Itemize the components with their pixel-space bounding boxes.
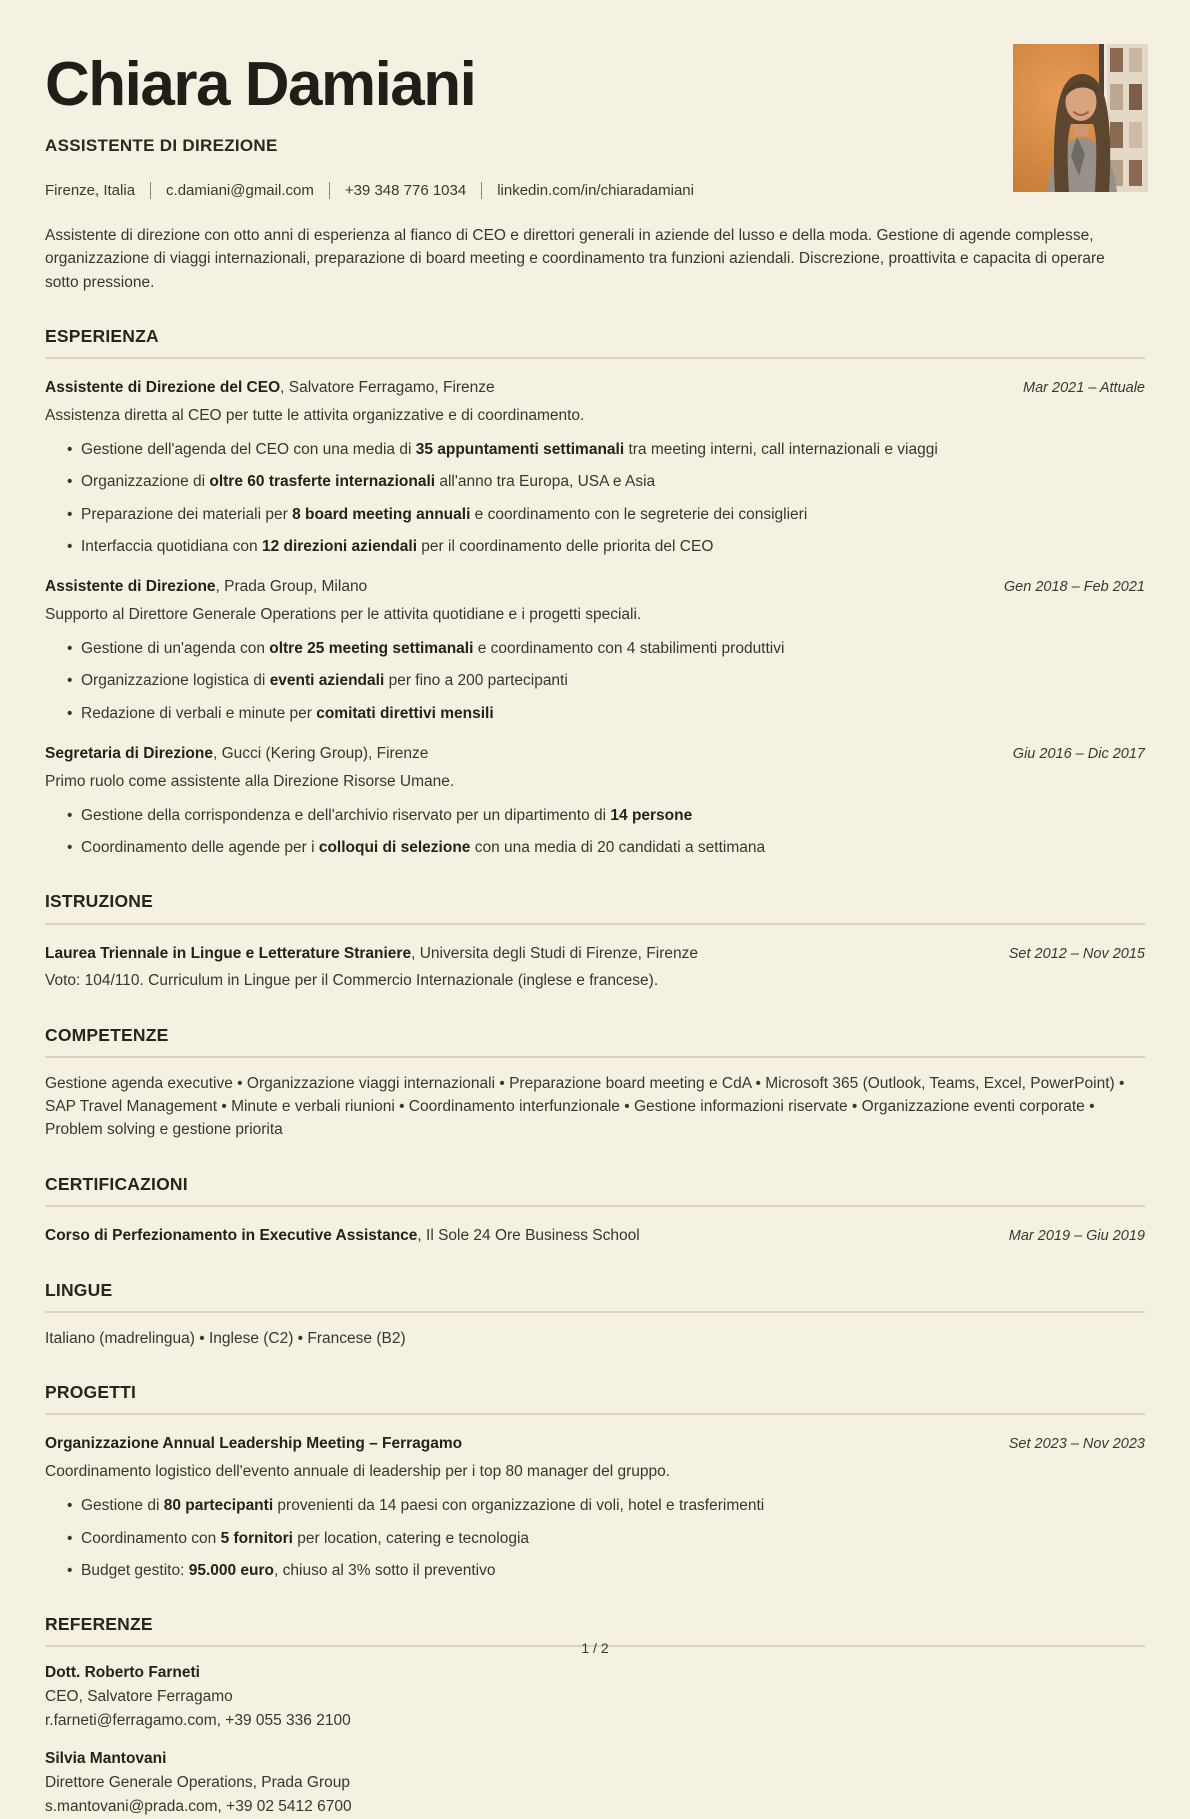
project-entry <box>45 1432 1145 1582</box>
job-title: Segretaria di Direzione <box>45 744 213 762</box>
job-dates: Giu 2016 – Dic 2017 <box>1012 745 1145 762</box>
job-dates: Gen 2018 – Feb 2021 <box>1003 579 1145 595</box>
job-dates: Mar 2021 – Attuale <box>1023 380 1145 396</box>
reference-name: Dott. Roberto Farneti <box>45 1664 200 1682</box>
certification-title: Corso di Perfezionamento in Executive Assistance <box>45 1226 418 1244</box>
section-esperienza <box>45 323 1145 860</box>
job-title: Assistente di Direzione del CEO <box>45 379 281 396</box>
degree-description: Voto: 104/110. Curriculum in Lingue per il Commercio Internazionale (inglese e francese). <box>45 972 659 990</box>
reference-contact: s.mantovani@prada.com, +39 02 5412 6700 <box>45 1798 352 1816</box>
job-bullet: • Redazione di verbali e minute per comitati direttivi mensili <box>67 702 1145 725</box>
section-istruzione <box>45 888 1145 992</box>
job-company: , Gucci (Kering Group), Firenze <box>212 744 429 762</box>
section-heading: ISTRUZIONE <box>45 891 153 912</box>
section-competenze <box>45 1022 1145 1142</box>
degree-title-line <box>45 942 698 965</box>
job-description: Supporto al Direttore Generale Operations per le attivita quotidiane e i progetti speciali. <box>45 605 642 623</box>
page-indicator: 1 / 2 <box>581 1640 609 1656</box>
section-heading: ESPERIENZA <box>45 325 159 346</box>
contact-linkedin: linkedin.com/in/chiaradamiani <box>497 181 694 199</box>
job-entry <box>45 575 1145 725</box>
project-title-line <box>45 1432 462 1455</box>
certification-dates: Mar 2019 – Giu 2019 <box>1008 1227 1145 1244</box>
job-title-line <box>45 575 367 598</box>
job-company: , Salvatore Ferragamo, Firenze <box>280 379 495 396</box>
section-divider <box>45 1413 1145 1415</box>
section-heading: REFERENZE <box>45 1614 153 1634</box>
contact-separator <box>329 182 330 199</box>
section-heading: LINGUE <box>45 1279 113 1300</box>
reference-role: CEO, Salvatore Ferragamo <box>45 1688 233 1706</box>
job-description: Assistenza diretta al CEO per tutte le attivita organizzative e di coordinamento. <box>45 406 585 424</box>
section-divider <box>45 1056 1145 1058</box>
section-heading: PROGETTI <box>45 1382 137 1402</box>
section-progetti <box>45 1379 1145 1582</box>
section-divider <box>45 357 1145 359</box>
job-bullet-list <box>45 804 1145 860</box>
job-bullet-list <box>45 637 1145 725</box>
job-title: Assistente di Direzione <box>45 578 216 595</box>
job-entry <box>45 376 1145 558</box>
project-bullet: • Coordinamento con 5 fornitori per location, catering e tecnologia <box>67 1527 1145 1550</box>
degree-title: Laurea Triennale in Lingue e Letterature Straniere <box>45 944 412 962</box>
section-certificazioni <box>45 1171 1145 1248</box>
job-bullet: • Organizzazione di oltre 60 trasferte internazionali all'anno tra Europa, USA e Asia <box>67 470 1145 493</box>
job-bullet: • Gestione dell'agenda del CEO con una media di 35 appuntamenti settimanali tra meeting interni, call internazionali e viaggi <box>67 438 1145 461</box>
skills-list: Gestione agenda executive • Organizzazione viaggi internazionali • Preparazione board meeting e CdA • Microsoft 365 (Outlook, Teams, Excel, PowerPoint) • SAP Travel Management • Minute e verbali riunioni • Coordinamento interfunzionale • Gestione informazioni riservate • Organizzazione eventi corporate • Problem solving e gestione priorita <box>45 1074 1125 1139</box>
degree-school: , Universita degli Studi di Firenze, Firenze <box>411 944 698 962</box>
job-entry <box>45 742 1145 860</box>
reference-entry <box>45 1747 1145 1819</box>
job-bullet: • Interfaccia quotidiana con 12 direzioni aziendali per il coordinamento delle priorita del CEO <box>67 535 1145 558</box>
education-entry <box>45 942 1145 993</box>
certification-entry <box>45 1224 1145 1248</box>
job-bullet: • Gestione di un'agenda con oltre 25 meeting settimanali e coordinamento con 4 stabilimenti produttivi <box>67 637 1145 660</box>
project-bullet: • Gestione di 80 partecipanti provenienti da 14 paesi con organizzazione di voli, hotel e trasferimenti <box>67 1494 1145 1517</box>
job-bullet: • Preparazione dei materiali per 8 board meeting annuali e coordinamento con le segreterie dei consiglieri <box>67 503 1145 526</box>
project-title: Organizzazione Annual Leadership Meeting – Ferragamo <box>45 1435 463 1453</box>
project-bullet: • Budget gestito: 95.000 euro, chiuso al 3% sotto il preventivo <box>67 1559 1145 1582</box>
project-bullet-list <box>45 1494 1145 1582</box>
summary-paragraph: Assistente di direzione con otto anni di esperienza al fianco di CEO e direttori generali in aziende del lusso e della moda. Gestione di agende complesse, organizzazione di viaggi internazionali, preparazione di board meeting e coordinamento tra funzioni aziendali. Discrezione, proattivita e capacita di operare sotto pressione. <box>45 227 1105 291</box>
reference-contact: r.farneti@ferragamo.com, +39 055 336 2100 <box>45 1712 351 1730</box>
section-divider <box>45 1311 1145 1313</box>
contact-row <box>45 180 1145 203</box>
person-name: Chiara Damiani <box>45 50 476 119</box>
section-heading: COMPETENZE <box>45 1024 169 1045</box>
section-lingue <box>45 1277 1145 1351</box>
project-description: Coordinamento logistico dell'evento annuale di leadership per i top 80 manager del gruppo. <box>45 1463 671 1480</box>
degree-dates: Set 2012 – Nov 2015 <box>1008 945 1145 962</box>
certification-issuer: , Il Sole 24 Ore Business School <box>417 1226 640 1244</box>
contact-email: c.damiani@gmail.com <box>166 181 314 199</box>
job-bullet-list <box>45 438 1145 558</box>
languages-list: Italiano (madrelingua) • Inglese (C2) • Francese (B2) <box>45 1329 406 1347</box>
reference-name: Silvia Mantovani <box>45 1750 167 1768</box>
job-bullet: • Organizzazione logistica di eventi aziendali per fino a 200 partecipanti <box>67 669 1145 692</box>
person-headline: ASSISTENTE DI DIREZIONE <box>45 136 278 155</box>
reference-role: Direttore Generale Operations, Prada Group <box>45 1774 350 1792</box>
section-divider <box>45 1205 1145 1207</box>
job-company: , Prada Group, Milano <box>215 578 368 595</box>
section-divider <box>45 923 1145 925</box>
profile-photo-illustration <box>1013 44 1148 192</box>
job-title-line <box>45 376 495 399</box>
job-bullet: • Coordinamento delle agende per i colloqui di selezione con una media di 20 candidati a settimana <box>67 836 1145 859</box>
reference-entry <box>45 1661 1145 1733</box>
contact-separator <box>481 182 482 199</box>
job-title-line <box>45 742 428 765</box>
section-heading: CERTIFICAZIONI <box>45 1173 188 1194</box>
job-description: Primo ruolo come assistente alla Direzione Risorse Umane. <box>45 772 455 790</box>
contact-location: Firenze, Italia <box>45 181 136 199</box>
profile-photo <box>1013 44 1148 192</box>
certification-title-line <box>45 1224 640 1247</box>
contact-phone: +39 348 776 1034 <box>344 181 467 199</box>
contact-separator <box>150 182 151 199</box>
project-dates: Set 2023 – Nov 2023 <box>1008 1436 1145 1453</box>
job-bullet: • Gestione della corrispondenza e dell'archivio riservato per un dipartimento di 14 persone <box>67 804 1145 827</box>
